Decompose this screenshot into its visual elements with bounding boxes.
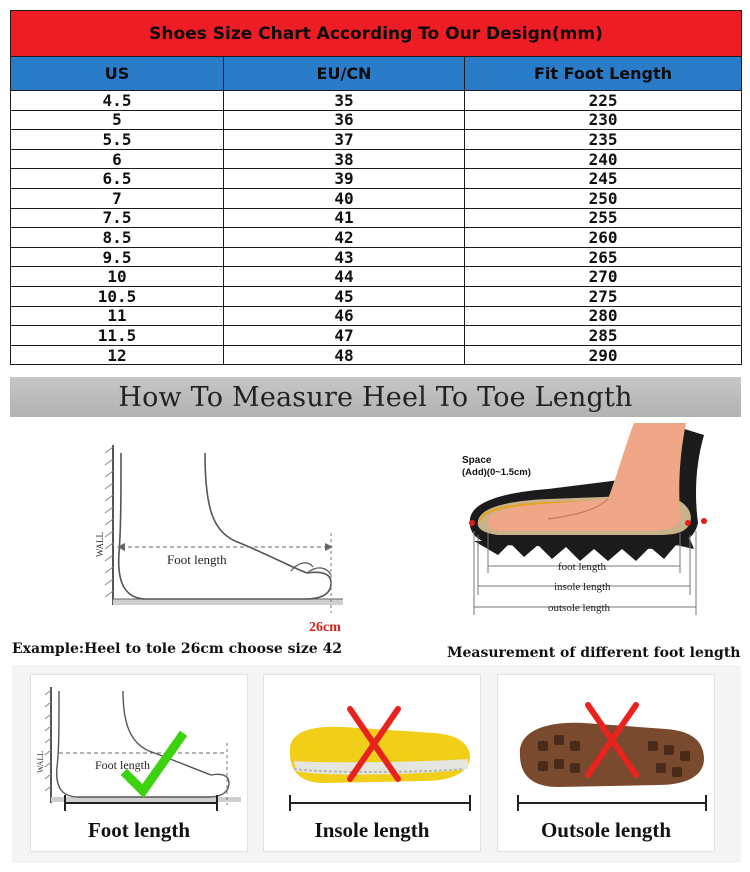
foot-length-cell: 235 [465, 130, 742, 150]
outsole-length-ruler [498, 791, 714, 821]
size-row [11, 267, 742, 287]
insole-illustration [264, 689, 480, 799]
foot-length-cell: 280 [465, 306, 742, 326]
header-foot-length: Fit Foot Length [465, 57, 742, 91]
eu-size-cell: 42 [224, 228, 465, 248]
eu-size-cell: 48 [224, 345, 465, 365]
foot-length-cell: 285 [465, 326, 742, 346]
us-size-cell: 7 [11, 188, 224, 208]
measure-banner [10, 377, 741, 417]
shoe-measurement-diagram [458, 423, 718, 619]
size-chart-table [10, 10, 742, 365]
us-size-cell: 5 [11, 110, 224, 130]
foot-length-card [30, 674, 248, 852]
space-label: Space [462, 455, 492, 466]
foot-length-cell: 240 [465, 149, 742, 169]
us-size-cell: 10.5 [11, 286, 224, 306]
size-row [11, 130, 742, 150]
foot-length-cell: 290 [465, 345, 742, 365]
foot-length-card-label: Foot length [87, 818, 191, 842]
size-row [11, 228, 742, 248]
size-row [11, 91, 742, 111]
eu-size-cell: 41 [224, 208, 465, 228]
insole-length-card [263, 674, 481, 852]
length-value-label: 26cm [309, 620, 341, 635]
us-size-cell: 7.5 [11, 208, 224, 228]
foot-length-cell: 275 [465, 286, 742, 306]
outsole-length-card [497, 674, 715, 852]
foot-length-line-label: foot length [558, 561, 606, 573]
size-row [11, 286, 742, 306]
wall-label: WALL [95, 532, 105, 557]
eu-size-cell: 39 [224, 169, 465, 189]
foot-length-cell: 250 [465, 188, 742, 208]
example-caption: Example:Heel to tole 26cm choose size 42 [12, 641, 343, 657]
size-row [11, 149, 742, 169]
foot-length-ruler [31, 791, 247, 821]
outsole-illustration [498, 689, 714, 799]
eu-size-cell: 40 [224, 188, 465, 208]
size-row [11, 208, 742, 228]
space-range-label: (Add)(0~1.5cm) [462, 467, 531, 478]
us-size-cell: 6.5 [11, 169, 224, 189]
us-size-cell: 11.5 [11, 326, 224, 346]
insole-length-line-label: insole length [554, 581, 611, 593]
eu-size-cell: 37 [224, 130, 465, 150]
header-us: US [11, 57, 224, 91]
size-row [11, 326, 742, 346]
foot-length-cell: 265 [465, 247, 742, 267]
us-size-cell: 6 [11, 149, 224, 169]
outsole-length-card-label: Outsole length [540, 818, 672, 842]
foot-length-cell: 230 [465, 110, 742, 130]
us-size-cell: 8.5 [11, 228, 224, 248]
foot-length-cell: 270 [465, 267, 742, 287]
outsole-length-line-label: outsole length [548, 602, 611, 614]
us-size-cell: 12 [11, 345, 224, 365]
us-size-cell: 5.5 [11, 130, 224, 150]
eu-size-cell: 35 [224, 91, 465, 111]
foot-length-label: Foot length [167, 552, 227, 567]
us-size-cell: 9.5 [11, 247, 224, 267]
size-row [11, 247, 742, 267]
card-wall-label: WALL [36, 750, 45, 773]
header-eu-cn: EU/CN [224, 57, 465, 91]
eu-size-cell: 45 [224, 286, 465, 306]
size-row [11, 188, 742, 208]
eu-size-cell: 38 [224, 149, 465, 169]
us-size-cell: 4.5 [11, 91, 224, 111]
us-size-cell: 10 [11, 267, 224, 287]
foot-length-cell: 255 [465, 208, 742, 228]
size-chart-title: Shoes Size Chart According To Our Design(mm) [11, 11, 742, 57]
foot-length-cell: 245 [465, 169, 742, 189]
eu-size-cell: 36 [224, 110, 465, 130]
size-row [11, 169, 742, 189]
foot-against-wall-diagram [95, 433, 365, 643]
eu-size-cell: 46 [224, 306, 465, 326]
foot-length-cell: 260 [465, 228, 742, 248]
eu-size-cell: 43 [224, 247, 465, 267]
size-row [11, 110, 742, 130]
size-row [11, 306, 742, 326]
foot-length-cell: 225 [465, 91, 742, 111]
eu-size-cell: 47 [224, 326, 465, 346]
eu-size-cell: 44 [224, 267, 465, 287]
insole-length-ruler [264, 791, 480, 821]
measure-banner-title: How To Measure Heel To Toe Length [118, 381, 633, 413]
card-foot-length-label: Foot length [95, 758, 151, 772]
measurement-caption: Measurement of different foot length [447, 645, 741, 661]
insole-length-card-label: Insole length [314, 818, 430, 842]
us-size-cell: 11 [11, 306, 224, 326]
size-row [11, 345, 742, 365]
